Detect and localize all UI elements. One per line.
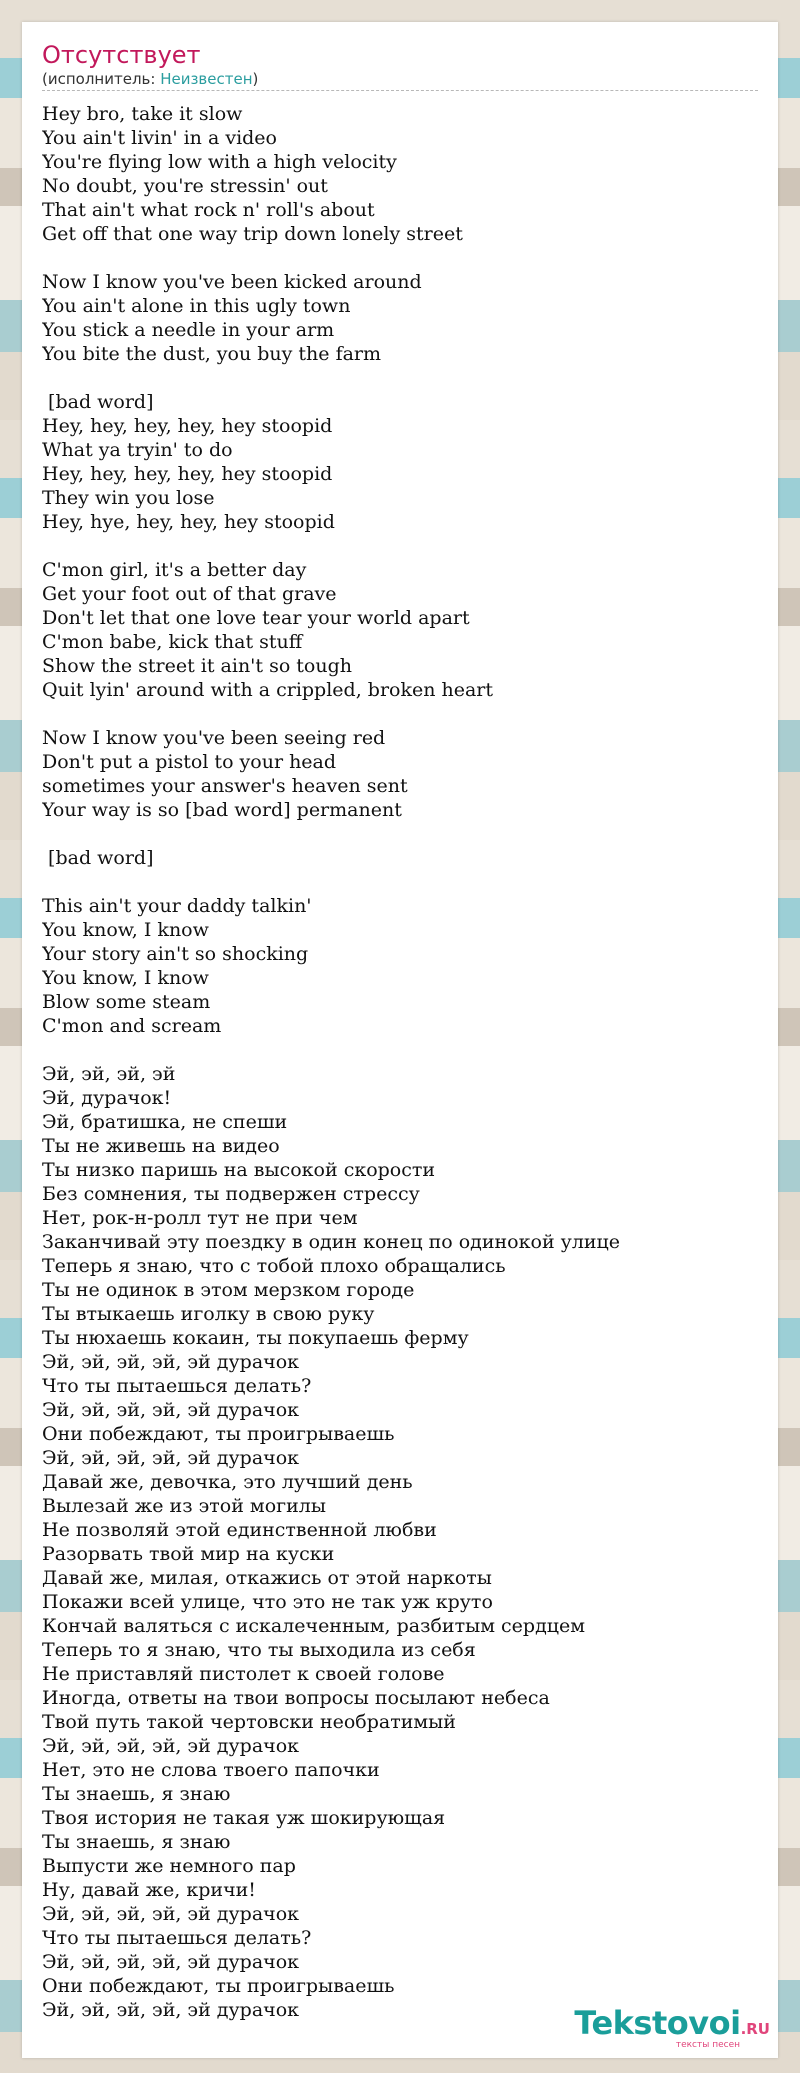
lyrics-line: Ну, давай же, кричи! [42, 1879, 256, 1901]
lyrics-line: Кончай валяться с искалеченным, разбитым сердцем [42, 1615, 586, 1637]
performer-link[interactable]: Неизвестен [160, 70, 253, 88]
lyrics-line: Ты нюхаешь кокаин, ты покупаешь ферму [42, 1327, 469, 1349]
logo-tagline: тексты песен [675, 2040, 740, 2050]
lyrics-line: You know, I know [42, 967, 209, 989]
lyrics-line: You ain't alone in this ugly town [42, 295, 351, 317]
lyrics-line: Ты не живешь на видео [42, 1135, 280, 1157]
lyrics-line: C'mon girl, it's a better day [42, 559, 307, 581]
lyrics-line: Ты не одинок в этом мерзком городе [42, 1279, 415, 1301]
lyrics-line: Get off that one way trip down lonely street [42, 223, 463, 245]
lyrics-line: Они побеждают, ты проигрываешь [42, 1423, 395, 1445]
lyrics-line: Get your foot out of that grave [42, 583, 337, 605]
song-title: Отсутствует [42, 41, 201, 69]
performer-line [42, 70, 758, 88]
lyrics-line: You're flying low with a high velocity [42, 151, 397, 173]
lyrics-line: Теперь я знаю, что с тобой плохо обращались [42, 1255, 506, 1277]
lyrics-line: Hey, hye, hey, hey, hey stoopid [42, 511, 335, 533]
lyrics-line: Теперь то я знаю, что ты выходила из себя [42, 1639, 476, 1661]
lyrics-text [42, 102, 758, 2022]
lyrics-line: Они побеждают, ты проигрываешь [42, 1975, 395, 1997]
lyrics-line: Ты втыкаешь иголку в свою руку [42, 1303, 375, 1325]
lyrics-line: Ты низко паришь на высокой скорости [42, 1159, 436, 1181]
lyrics-card [22, 22, 778, 2058]
lyrics-line: Не позволяй этой единственной любви [42, 1519, 437, 1541]
lyrics-line: Давай же, милая, откажись от этой наркоты [42, 1567, 492, 1589]
lyrics-line: Вылезай же из этой могилы [42, 1495, 326, 1517]
logo-tld: .RU [740, 2020, 770, 2038]
lyrics-line: Заканчивай эту поездку в один конец по одинокой улице [42, 1231, 621, 1253]
lyrics-line: [bad word] [42, 391, 154, 413]
lyrics-line: Hey, hey, hey, hey, hey stoopid [42, 463, 333, 485]
lyrics-blank-line [42, 246, 758, 270]
lyrics-line: Now I know you've been kicked around [42, 271, 422, 293]
lyrics-blank-line [42, 822, 758, 846]
lyrics-line: Эй, эй, эй, эй, эй дурачок [42, 1399, 300, 1421]
lyrics-line: C'mon babe, kick that stuff [42, 631, 303, 653]
lyrics-line: Нет, рок-н-ролл тут не при чем [42, 1207, 358, 1229]
lyrics-line: Blow some steam [42, 991, 211, 1013]
song-header [42, 40, 758, 91]
lyrics-line: No doubt, you're stressin' out [42, 175, 328, 197]
lyrics-line: Разорвать твой мир на куски [42, 1543, 335, 1565]
lyrics-line: Твой путь такой чертовски необратимый [42, 1711, 456, 1733]
lyrics-line: Нет, это не слова твоего папочки [42, 1759, 380, 1781]
lyrics-line: Выпусти же немного пар [42, 1855, 296, 1877]
lyrics-line: Ты знаешь, я знаю [42, 1783, 231, 1805]
lyrics-line: Твоя история не такая уж шокирующая [42, 1807, 446, 1829]
lyrics-line: Давай же, девочка, это лучший день [42, 1471, 413, 1493]
lyrics-line: sometimes your answer's heaven sent [42, 775, 408, 797]
lyrics-line: That ain't what rock n' roll's about [42, 199, 375, 221]
lyrics-line: Show the street it ain't so tough [42, 655, 353, 677]
lyrics-blank-line [42, 1038, 758, 1062]
lyrics-line: [bad word] [42, 847, 154, 869]
lyrics-line: Что ты пытаешься делать? [42, 1375, 312, 1397]
lyrics-line: Ты знаешь, я знаю [42, 1831, 231, 1853]
lyrics-blank-line [42, 366, 758, 390]
lyrics-line: Эй, эй, эй, эй, эй дурачок [42, 1351, 300, 1373]
lyrics-line: Эй, эй, эй, эй, эй дурачок [42, 1903, 300, 1925]
lyrics-line: Что ты пытаешься делать? [42, 1927, 312, 1949]
lyrics-line: Hey, hey, hey, hey, hey stoopid [42, 415, 333, 437]
lyrics-line: Now I know you've been seeing red [42, 727, 386, 749]
lyrics-line: Иногда, ответы на твои вопросы посылают небеса [42, 1687, 550, 1709]
lyrics-line: You know, I know [42, 919, 209, 941]
lyrics-line: What ya tryin' to do [42, 439, 233, 461]
lyrics-blank-line [42, 534, 758, 558]
lyrics-line: You bite the dust, you buy the farm [42, 343, 382, 365]
lyrics-line: Не приставляй пистолет к своей голове [42, 1663, 445, 1685]
logo-name: Tekstovoi [574, 2004, 741, 2042]
lyrics-line: C'mon and scream [42, 1015, 222, 1037]
lyrics-line: Quit lyin' around with a crippled, broken heart [42, 679, 494, 701]
lyrics-blank-line [42, 870, 758, 894]
lyrics-line: Эй, дурачок! [42, 1087, 172, 1109]
lyrics-line: Hey bro, take it slow [42, 103, 243, 125]
performer-prefix: (исполнитель: [42, 70, 161, 88]
lyrics-line: You stick a needle in your arm [42, 319, 335, 341]
lyrics-line: Your story ain't so shocking [42, 943, 309, 965]
lyrics-line: They win you lose [42, 487, 215, 509]
lyrics-line: Эй, эй, эй, эй, эй дурачок [42, 1735, 300, 1757]
lyrics-line: Don't put a pistol to your head [42, 751, 337, 773]
performer-suffix: ) [252, 70, 259, 88]
lyrics-line: Эй, эй, эй, эй, эй дурачок [42, 1447, 300, 1469]
lyrics-line: Эй, эй, эй, эй [42, 1063, 176, 1085]
lyrics-line: Эй, братишка, не спеши [42, 1111, 288, 1133]
lyrics-line: This ain't your daddy talkin' [42, 895, 312, 917]
lyrics-line: Без сомнения, ты подвержен стрессу [42, 1183, 420, 1205]
lyrics-line: Эй, эй, эй, эй, эй дурачок [42, 1951, 300, 1973]
lyrics-line: Don't let that one love tear your world apart [42, 607, 470, 629]
lyrics-blank-line [42, 702, 758, 726]
lyrics-line: You ain't livin' in a video [42, 127, 277, 149]
site-logo[interactable] [560, 2006, 770, 2050]
lyrics-line: Эй, эй, эй, эй, эй дурачок [42, 1999, 300, 2021]
lyrics-line: Your way is so [bad word] permanent [42, 799, 402, 821]
lyrics-line: Покажи всей улице, что это не так уж круто [42, 1591, 493, 1613]
